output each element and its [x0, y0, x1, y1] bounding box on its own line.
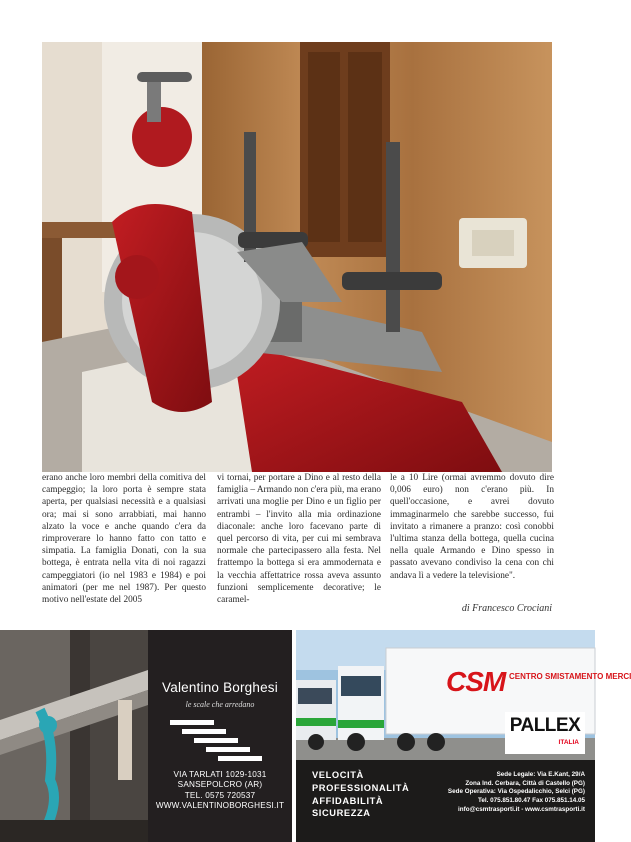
borghesi-website[interactable]: WWW.VALENTINOBORGHESI.IT — [155, 801, 285, 811]
pallex-country: ITALIA — [558, 739, 579, 746]
slogan-line: VELOCITÀ — [312, 770, 364, 780]
article-text-1: erano anche loro membri della comitiva del campeggio; la loro porta è sempre stata aperta, per qualsiasi necessità e a qualsiasi ora; mai si sono arrabbiati, mai hanno alzato la voce e anche quando c'era da rimproverare lo hanno fatto con tatto e simpatia. La famiglia Donati, con la sua bottega, è entrata nella vita di noi ragazzi campeggiatori (io nel 1983 e 1984) e poi animatori (per me nel 1987). Per questo motivo nell'estate del 2005 — [42, 473, 206, 606]
csm-info-line: Tel. 075.851.80.47 Fax 075.851.14.05 — [477, 797, 585, 805]
article-column-1 — [42, 472, 206, 606]
slicer-photo-image — [42, 42, 552, 472]
borghesi-tagline: le scale che arredano — [185, 700, 255, 709]
csm-truck-text: CENTRO SMISTAMENTO MERCI — [509, 672, 631, 681]
csm-slogan — [312, 769, 409, 820]
csm-ad[interactable] — [296, 630, 631, 842]
stairs-logo-icon — [170, 718, 270, 762]
article-text-2: vi tornai, per portare a Dino e al resto della famiglia – Armando non c'era più, ma erano arrivati una moglie per Dino e un figlio per entrambi – l'invito alla mia ordinazione diaconale: anche loro facevano parte di quel percorso di vita, per cui mi sembrava normale che partecipassero alla festa. Nel frattempo la bottega si era ammodernata e la vecchia affettatrice rossa aveva assunto funzioni semplicemente decorative; le caramel- — [217, 473, 381, 606]
slicer-photo — [42, 42, 552, 472]
borghesi-address: VIA TARLATI 1029-1031 — [173, 770, 267, 779]
borghesi-ad[interactable] — [0, 630, 292, 842]
article-column-2 — [217, 472, 381, 606]
slogan-line: SICUREZZA — [312, 808, 371, 819]
borghesi-city: SANSEPOLCRO (AR) — [177, 780, 263, 790]
csm-info-line[interactable]: info@csmtrasporti.it - www.csmtrasporti.it — [458, 805, 585, 813]
borghesi-phone: TEL. 0575 720537 — [184, 790, 256, 800]
csm-contact-info — [448, 771, 585, 815]
borghesi-name: Valentino Borghesi — [162, 680, 278, 695]
article-text-3: le a 10 Lire (ormai avremmo dovuto dire 0,006 euro) non c'erano più. In quell'occasione, e avrei dovuto immaginarmelo che sarebbe successo, fui invitato a rimanere a pranzo: così conobbi l'ultima stanza della bottega, quella cucina nella quale Armando e Dino spesso in passato avevano condiviso la cena con chi andava lì a vedere la televisione". — [390, 473, 554, 581]
article-column-3 — [390, 472, 554, 582]
csm-info-line: Zona Ind. Cerbara, Città di Castello (PG) — [465, 779, 585, 787]
csm-info-line: Sede Legale: Via E.Kant, 29/A — [496, 771, 585, 778]
slogan-line: AFFIDABILITÀ — [312, 795, 384, 806]
pallex-logo — [505, 712, 585, 754]
borghesi-contacts — [148, 770, 292, 812]
author-byline: di Francesco Crociani — [461, 603, 552, 614]
slogan-line: PROFESSIONALITÀ — [312, 782, 410, 793]
pallex-label: PALLEX — [509, 715, 581, 736]
csm-truck-logo: CSM — [446, 666, 506, 697]
csm-info-line: Sede Operativa: Via Ospedalicchio, Selci (PG) — [447, 788, 585, 796]
borghesi-panel — [148, 630, 292, 842]
staircase-photo — [0, 630, 148, 842]
